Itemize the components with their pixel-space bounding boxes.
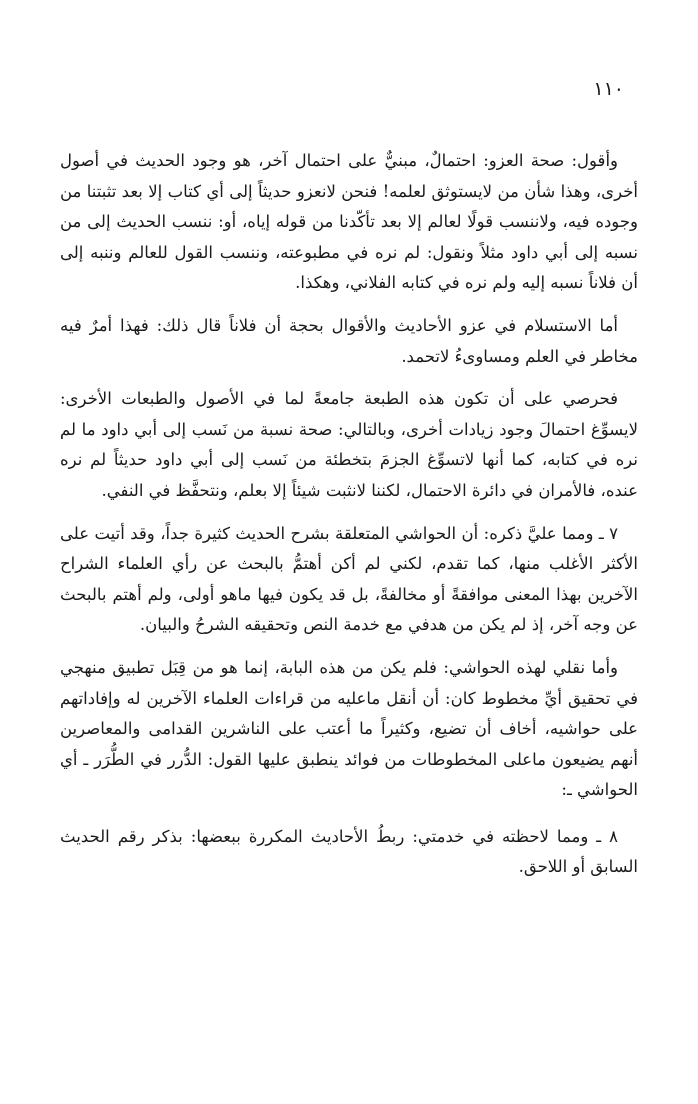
paragraph-attribution-opinion: وأقول: صحة العزو: احتمالٌ، مبنيٌّ على احتمال آخر، هو وجود الحديث في أصول أخرى، وهذا شأن من لايستوثق لعلمه! فنحن لانعزو حديثاً إلى أي كتاب إلا بعد تثبتنا من وجوده فيه، ولاننسب قولًا لعالم إلا بعد تأكّدنا من قوله إياه، أو: ننسب الحديث إلى من نسبه إلى أبي داود مثلاً ونقول: لم نره في مطبوعته، وننسب القول للعالم وننبه إلى أن فلاناً نسبه إليه ولم نره في كتابه الفلاني، وهكذا. xyxy=(60,151,638,293)
paragraph-transmitting-marginalia: وأما نقلي لهذه الحواشي: فلم يكن من هذه البابة، إنما هو من قِبَل تطبيق منهجي في تحقيق أيِّ مخطوط كان: أن أنقل ماعليه من قراءات العلماء الآخرين له وإفاداتهم على حواشيه، أخاف أن تضيع، وكثيراً ما أعتب على الناشرين القدامى والمعاصرين أنهم يضيعون ماعلى المخطوطات من فوائد ينطبق عليها القول: الدُّرر في الطُّرَر ـ أي الحواشي ـ: xyxy=(60,657,638,800)
page-body xyxy=(60,146,638,883)
paragraph-attribution-caution: أما الاستسلام في عزو الأحاديث والأقوال بحجة أن فلاناً قال ذلك: فهذا أمرٌ فيه مخاطر في العلم ومساوىءُ لاتحمد. xyxy=(60,315,638,366)
page-number: ١١٠ xyxy=(593,78,624,100)
paragraph-edition-comprehensiveness: فحرصي على أن تكون هذه الطبعة جامعةً لما في الأصول والطبعات الأخرى: لايسوِّغ احتمالَ وجود زيادات أخرى، وبالتالي: صحة نسبة من نَسب إلى أبي داود ما لم نره في كتابه، كما أنها لاتسوِّغ الجزمَ بتخطئة من نَسب إلى أبي داود حديثاً لم نره عنده، فالأمران في دائرة الاحتمال، لكننا لانثبت شيئاً إلا بعلم، ونتحفَّظ في النفي. xyxy=(60,389,638,500)
paragraph-point-8-cross-references: ٨ ـ ومما لاحظته في خدمتي: ربطُ الأحاديث المكررة ببعضها: بذكر رقم الحديث السابق أو اللاحق. xyxy=(60,826,638,877)
paragraph-point-7-marginal-notes: ٧ ـ ومما عليَّ ذكره: أن الحواشي المتعلقة بشرح الحديث كثيرة جداً، وقد أتيت على الأكثر الأغلب منها، كما تقدم، لكني لم أكن أهتمُّ بالبحث عن رأي العلماء الشراح الآخرين بهذا المعنى موافقةً أو مخالفةً، بل قد يكون فيها ماهو أولى، ولم أهتم بالبحث عن وجه آخر، إذ لم يكن من هدفي مع خدمة النص وتحقيقه الشرحُ والبيان. xyxy=(60,523,638,635)
